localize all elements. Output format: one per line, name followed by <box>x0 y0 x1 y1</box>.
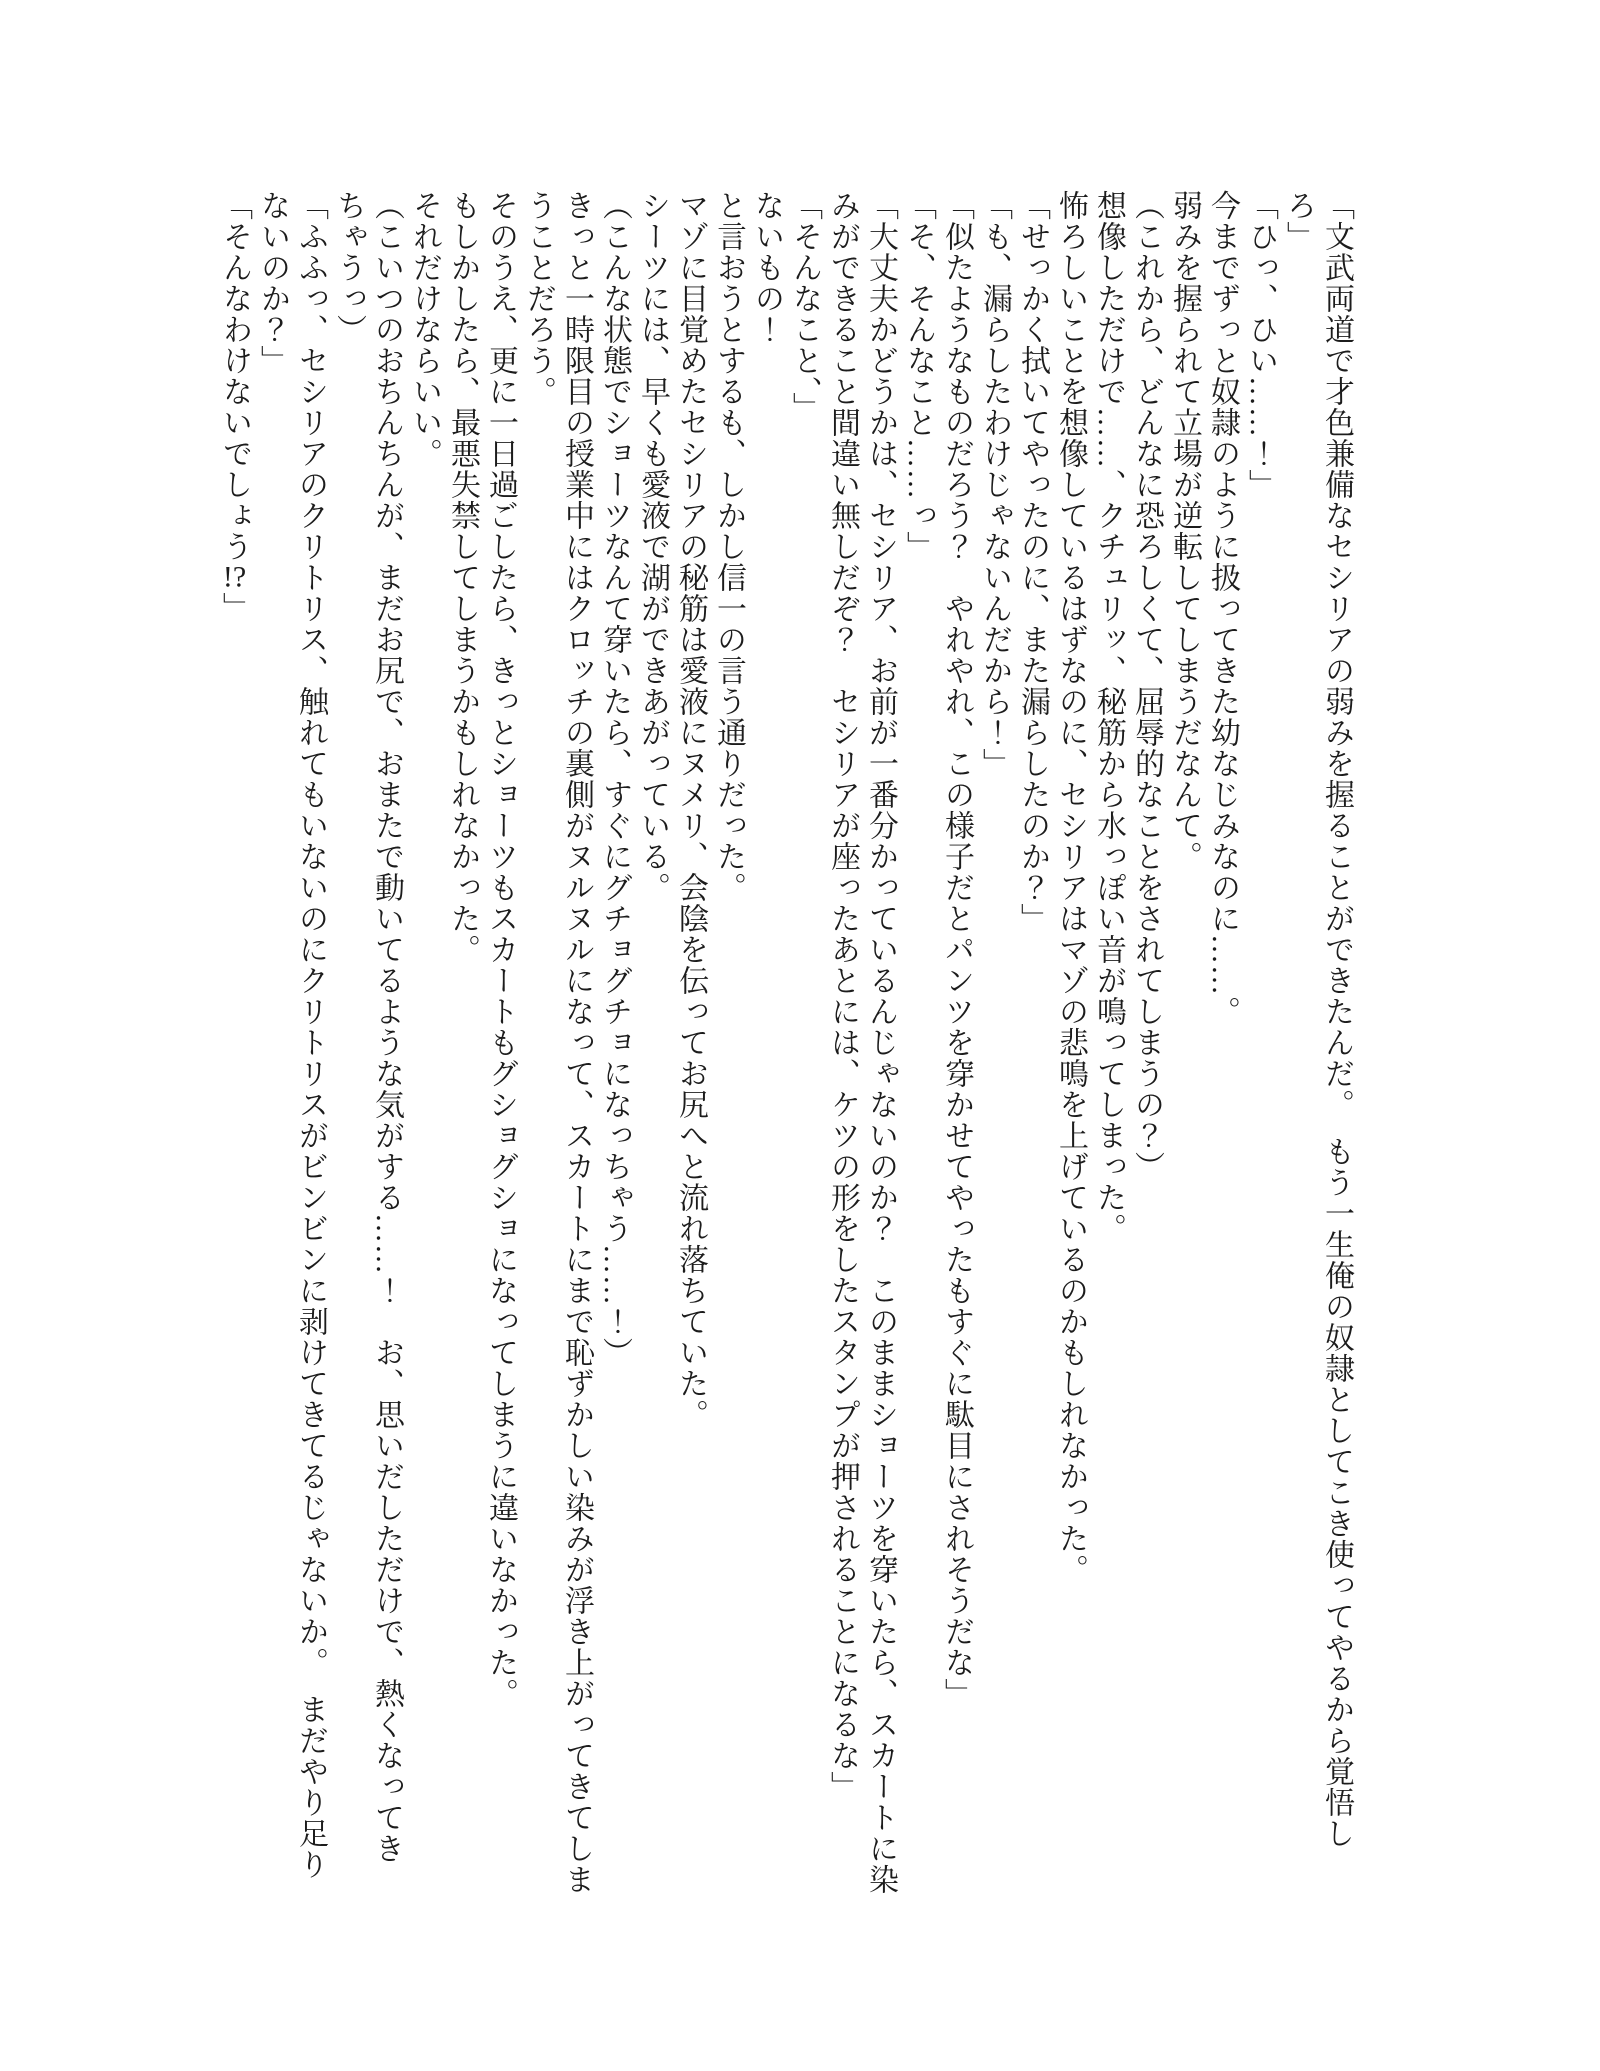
text-block <box>215 190 1355 1895</box>
paragraph: 「ふふっ、セシリアのクリトリス、触れてもいないのにクリトリスがビンビンに剥けてきてるじゃないか。 まだやり足りないのか？」 <box>256 190 327 1880</box>
paragraph: マゾに目覚めたセシリアの秘筋は愛液にヌメリ、会陰を伝ってお尻へと流れ落ちていた。 <box>674 190 707 1430</box>
paragraph: 「似たようなものだろう？ やれやれ、この様子だとパンツを穿かせてやったもすぐに駄目にされそうだな」 <box>940 190 973 1709</box>
paragraph: ないもの！ <box>750 190 783 345</box>
paragraph: シーツには、早くも愛液で湖ができあがっている。 <box>636 190 669 903</box>
paragraph: 「そ、そんなこと……っ」 <box>902 190 935 562</box>
paragraph: 「ひっ、ひい……！」 <box>1244 190 1277 500</box>
paragraph: と言おうとするも、しかし信一の言う通りだった。 <box>712 190 745 903</box>
paragraph: 今までずっと奴隷のように扱ってきた幼なじみなのに……。 <box>1206 190 1239 1027</box>
paragraph: 想像しただけで……、クチュリッ、秘筋から水っぽい音が鳴ってしまった。 <box>1092 190 1125 1244</box>
tatechuyoko-interrobang: !? <box>222 562 247 592</box>
paragraph: 怖ろしいことを想像しているはずなのに、セシリアはマゾの悲鳴を上げているのかもしれなかった。 <box>1054 190 1087 1585</box>
paragraph: 「大丈夫かどうかは、セシリア、お前が一番分かっているんじゃないのか？ このままショーツを穿いたら、スカートに染みができること間違い無しだぞ？ セシリアが座ったあとには、ケツの形をしたスタンプが押されることになるな」 <box>826 190 897 1895</box>
paragraph: きっと一時限目の授業中にはクロッチの裏側がヌルヌルになって、スカートにまで恥ずかしい染みが浮き上がってきてしまうことだろう。 <box>522 190 593 1895</box>
paragraph: （こいつのおちんちんが、まだお尻で、おまたで動いてるような気がする……！ お、思いだしただけで、熱くなってきちゃうっ） <box>332 190 403 1864</box>
paragraph: （こんな状態でショーツなんて穿いたら、すぐにグチョグチョになっちゃう……！） <box>598 190 631 1368</box>
paragraph: もしかしたら、最悪失禁してしまうかもしれなかった。 <box>446 190 479 965</box>
paragraph: （これから、どんなに恐ろしくて、屈辱的なことをされてしまうの？） <box>1130 190 1163 1182</box>
paragraph: 弱みを握られて立場が逆転してしまうだなんて。 <box>1168 190 1201 872</box>
paragraph: 「文武両道で才色兼備なセシリアの弱みを握ることができたんだ。 もう一生俺の奴隷としてこき使ってやるから覚悟しろ」 <box>1282 190 1353 1849</box>
paragraph: そのうえ、更に一日過ごしたら、きっとショーツもスカートもグショグショになってしまうに違いなかった。 <box>484 190 517 1709</box>
paragraph: 「も、漏らしたわけじゃないんだから！」 <box>978 190 1011 779</box>
paragraph: 「そんなわけないでしょう!?」 <box>218 190 251 623</box>
paragraph: それだけならいい。 <box>408 190 441 469</box>
paragraph: 「そんなこと、」 <box>788 190 821 423</box>
paragraph: 「せっかく拭いてやったのに、また漏らしたのか？」 <box>1016 190 1049 934</box>
